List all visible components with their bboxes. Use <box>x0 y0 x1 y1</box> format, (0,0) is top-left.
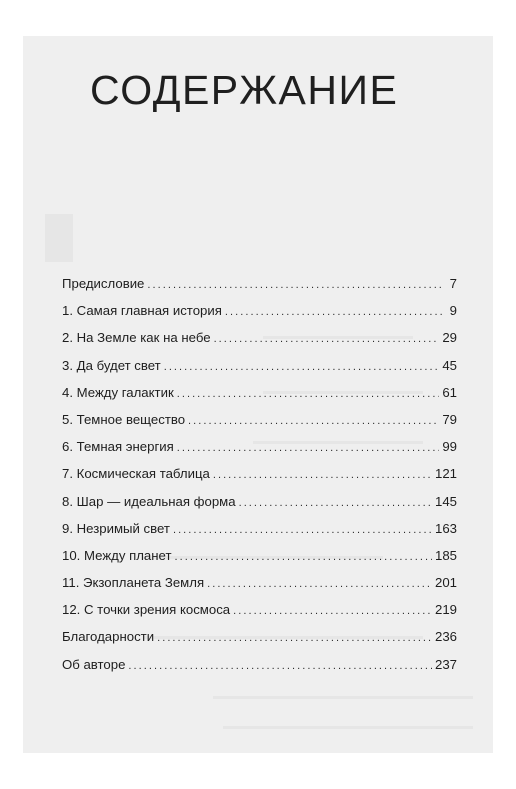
toc-entry-page-number: 185 <box>434 547 457 563</box>
toc-entry-page-number: 99 <box>442 439 457 455</box>
toc-entry <box>62 439 457 466</box>
toc-entry-page-number: 219 <box>434 602 457 618</box>
toc-dot-leader <box>239 497 432 509</box>
toc-entry-page-number: 9 <box>449 303 457 319</box>
toc-entry <box>62 521 457 548</box>
toc-dot-leader <box>225 306 444 318</box>
toc-entry-label: 8. Шар — идеальная форма <box>62 493 236 509</box>
toc-entry-page-number: 145 <box>434 493 457 509</box>
toc-dot-leader <box>188 415 439 427</box>
toc-dot-leader <box>157 632 432 644</box>
toc-dot-leader <box>174 551 432 563</box>
toc-dot-leader <box>213 469 432 481</box>
toc-entry-page-number: 201 <box>434 575 457 591</box>
toc-dot-leader <box>147 279 444 291</box>
toc-entry-label: 4. Между галактик <box>62 384 174 400</box>
toc-entry-page-number: 79 <box>442 411 457 427</box>
toc-entry <box>62 548 457 575</box>
toc-dot-leader <box>128 660 432 672</box>
toc-entry <box>62 575 457 602</box>
toc-entry-label: 5. Темное вещество <box>62 411 186 427</box>
toc-entry <box>62 466 457 493</box>
toc-entry-label: Благодарности <box>62 629 155 645</box>
toc-entry-label: 3. Да будет свет <box>62 357 161 373</box>
page-title: СОДЕРЖАНИЕ <box>90 67 399 113</box>
toc-dot-leader <box>177 442 440 454</box>
toc-entry-page-number: 29 <box>442 330 457 346</box>
toc-entry-label: Предисловие <box>62 276 145 291</box>
toc-entry-label: 6. Темная энергия <box>62 439 174 455</box>
toc-entry-label: 11. Экзопланета Земля <box>62 575 205 591</box>
toc-entry-label: 10. Между планет <box>62 547 172 563</box>
toc-entry-label: 7. Космическая таблица <box>62 466 210 482</box>
toc-entry <box>62 276 457 303</box>
toc-entry-label: 1. Самая главная история <box>62 303 222 319</box>
toc-entry <box>62 303 457 330</box>
toc-entry-page-number: 61 <box>442 384 457 400</box>
toc-dot-leader <box>233 605 432 617</box>
toc-dot-leader <box>164 361 440 373</box>
table-of-contents <box>62 276 457 684</box>
toc-dot-leader <box>173 524 432 536</box>
toc-entry <box>62 629 457 656</box>
toc-entry-label: Об авторе <box>62 656 126 672</box>
toc-dot-leader <box>177 388 440 400</box>
toc-entry <box>62 494 457 521</box>
toc-entry <box>62 657 457 684</box>
toc-dot-leader <box>207 578 432 590</box>
toc-dot-leader <box>214 333 440 345</box>
toc-entry-page-number: 163 <box>434 520 457 536</box>
toc-entry-page-number: 237 <box>434 656 457 672</box>
book-page <box>23 36 493 753</box>
toc-entry <box>62 330 457 357</box>
toc-entry-page-number: 45 <box>442 357 457 373</box>
toc-entry-label: 9. Незримый свет <box>62 520 170 536</box>
toc-entry-page-number: 7 <box>449 276 457 291</box>
toc-entry-label: 12. С точки зрения космоса <box>62 602 231 618</box>
toc-entry-page-number: 121 <box>434 466 457 482</box>
toc-entry-page-number: 236 <box>434 629 457 645</box>
toc-entry <box>62 412 457 439</box>
toc-entry-label: 2. На Земле как на небе <box>62 330 211 346</box>
toc-entry <box>62 358 457 385</box>
toc-entry <box>62 385 457 412</box>
toc-entry <box>62 602 457 629</box>
